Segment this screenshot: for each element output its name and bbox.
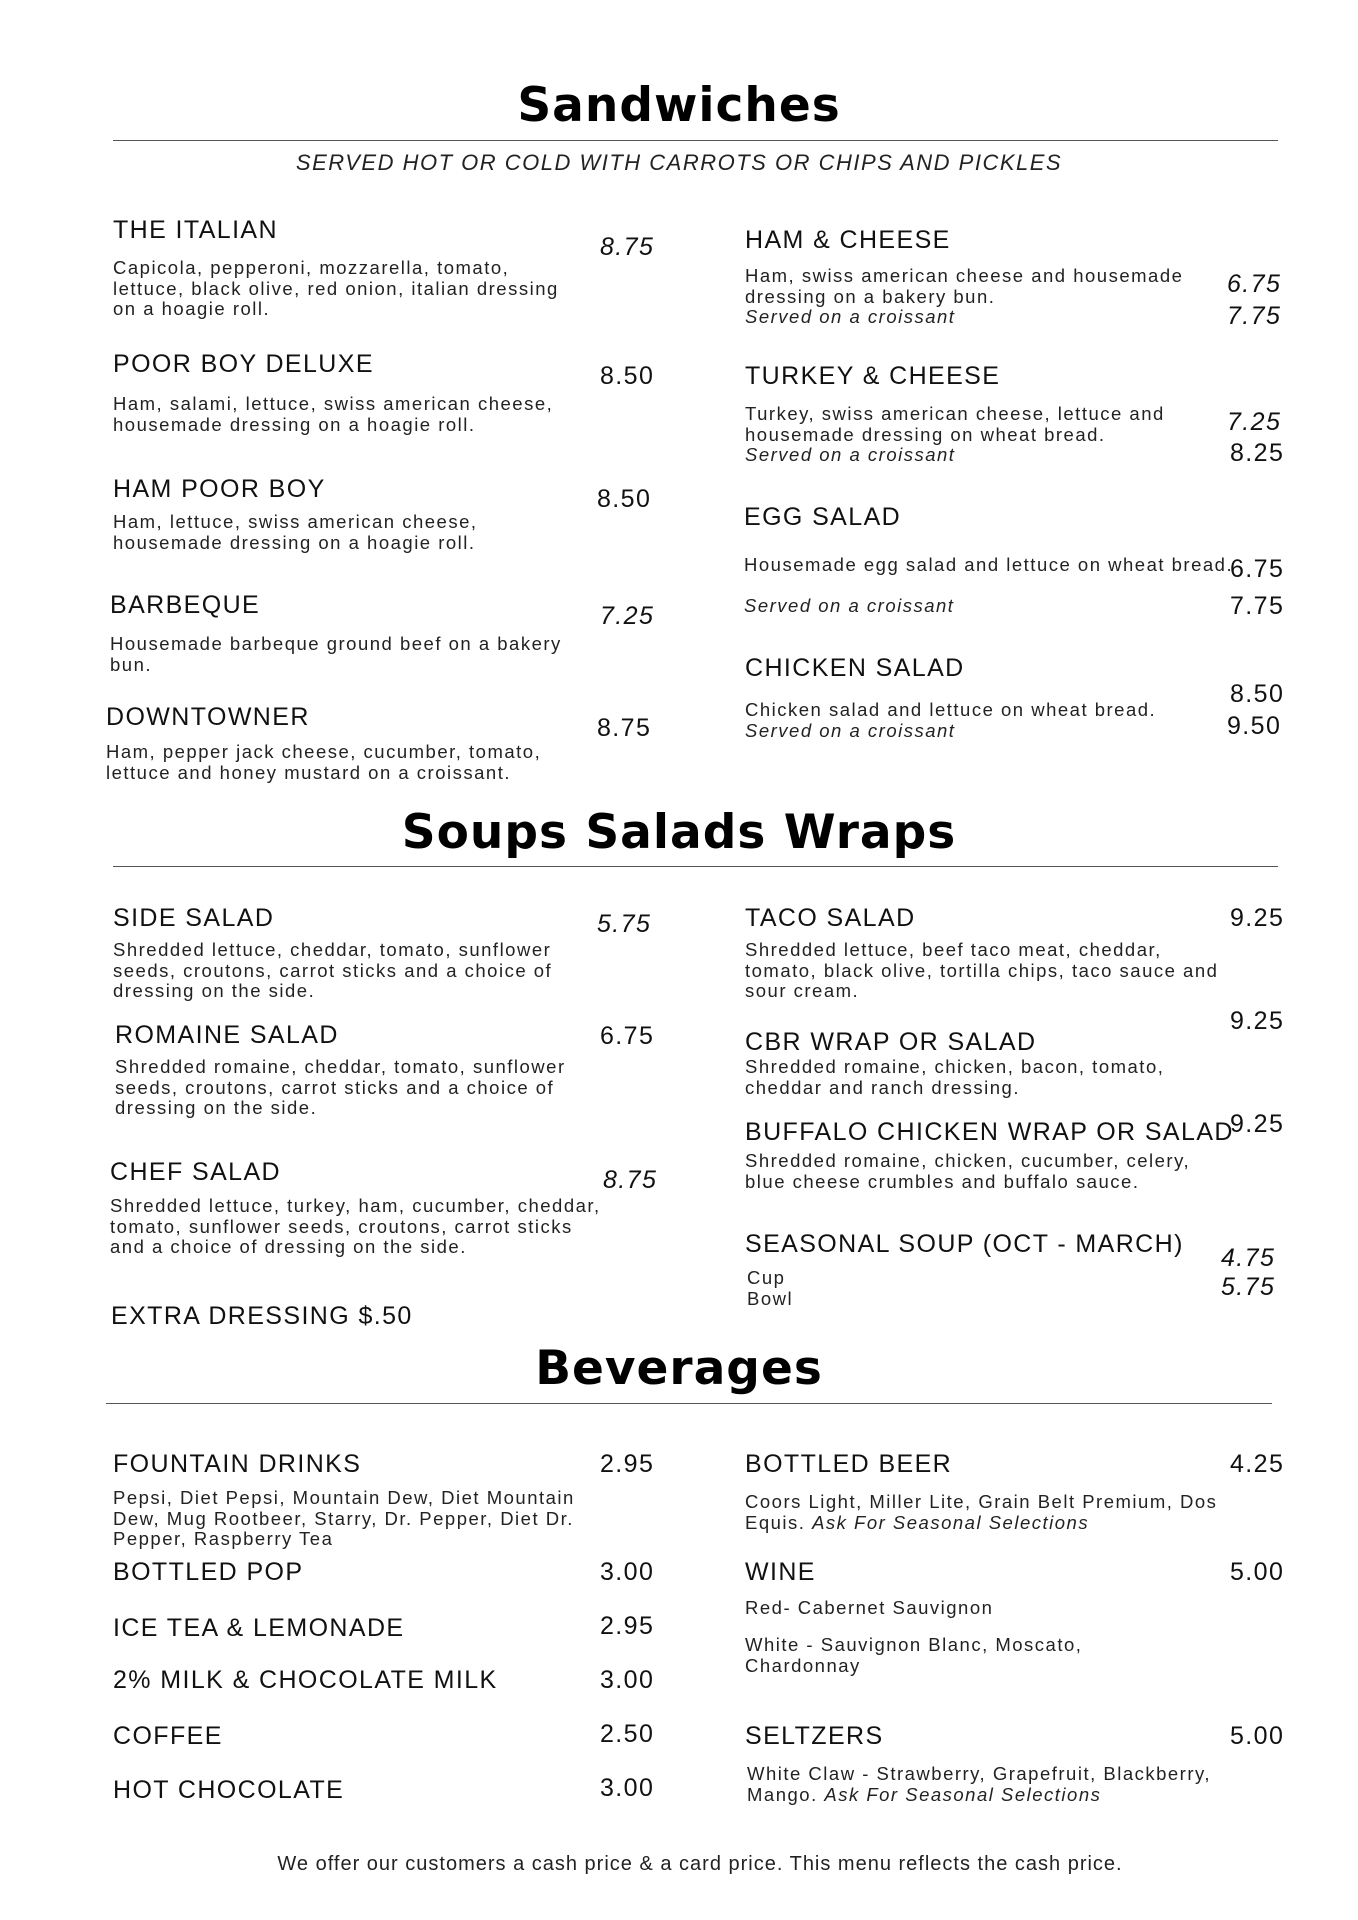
section-title-soups-salads-wraps: Soups Salads Wraps (401, 805, 957, 860)
menu-item-description: Ham, lettuce, swiss american cheese, housemade dressing on a hoagie roll. (113, 511, 478, 553)
menu-item-description: Shredded romaine, cheddar, tomato, sunflower seeds, croutons, carrot sticks and a choice of dressing on the side. (115, 1056, 566, 1118)
menu-item-note (744, 596, 1234, 617)
menu-item-description: Shredded romaine, chicken, bacon, tomato, cheddar and ranch dressing. (745, 1056, 1165, 1098)
menu-item-price: 3.00 (600, 1774, 655, 1802)
menu-item-price: 5.75 (597, 910, 652, 938)
soup-size-cup: Cup (747, 1267, 786, 1288)
menu-item-price: 3.00 (600, 1558, 655, 1586)
menu-item-price: 8.75 (600, 233, 655, 261)
croissant-note: Served on a croissant (744, 595, 955, 616)
menu-item-name: ROMAINE SALAD (115, 1021, 339, 1049)
menu-item-name: HAM & CHEESE (745, 226, 951, 254)
menu-item-price-croissant: 8.25 (1230, 439, 1285, 467)
seasonal-note: Ask For Seasonal Selections (812, 1511, 1090, 1533)
soup-bowl-price: 5.75 (1221, 1273, 1276, 1301)
menu-item-price: 8.50 (1230, 680, 1285, 708)
menu-item-price: 8.50 (600, 362, 655, 390)
menu-item-description (745, 1492, 1245, 1533)
menu-item-name: CHEF SALAD (110, 1158, 281, 1186)
menu-item-description: Chicken salad and lettuce on wheat bread. (745, 699, 1157, 720)
menu-item-price: 6.75 (1227, 270, 1282, 298)
menu-item-price-croissant: 7.75 (1230, 592, 1285, 620)
menu-item-price: 2.95 (600, 1450, 655, 1478)
menu-item-description: Shredded lettuce, beef taco meat, cheddar, tomato, black olive, tortilla chips, taco sauce and sour cream. (745, 939, 1219, 1001)
extra-dressing: EXTRA DRESSING $.50 (111, 1302, 413, 1330)
croissant-note: Served on a croissant (745, 306, 956, 327)
menu-item-name: DOWNTOWNER (106, 703, 310, 731)
menu-item-note (745, 445, 1235, 466)
soup-size-bowl: Bowl (747, 1288, 794, 1309)
menu-item-description: Housemade barbeque ground beef on a bakery bun. (110, 633, 562, 675)
divider (113, 140, 1278, 141)
menu-item-price: 6.75 (1230, 555, 1285, 583)
menu-item-price: 7.25 (600, 602, 655, 630)
menu-item-name: THE ITALIAN (113, 216, 278, 244)
croissant-note: Served on a croissant (745, 720, 956, 741)
menu-item-note (745, 307, 1235, 328)
beer-list: Coors Light, Miller Lite, Grain Belt Premium, Dos Equis. (745, 1491, 1218, 1533)
wine-red: Red- Cabernet Sauvignon (745, 1597, 994, 1618)
menu-item-name: SELTZERS (745, 1722, 884, 1750)
divider (106, 1403, 1272, 1404)
menu-item-name: POOR BOY DELUXE (113, 350, 374, 378)
menu-item-price: 5.00 (1230, 1722, 1285, 1750)
menu-item-price: 9.25 (1230, 1007, 1285, 1035)
menu-item-price: 9.25 (1230, 904, 1285, 932)
menu-item-name: CHICKEN SALAD (745, 654, 965, 682)
menu-item-price: 9.25 (1230, 1110, 1285, 1138)
menu-item-description: Ham, pepper jack cheese, cucumber, tomato, lettuce and honey mustard on a croissant. (106, 741, 542, 783)
menu-item-description: Shredded lettuce, cheddar, tomato, sunflower seeds, croutons, carrot sticks and a choice of dressing on the side. (113, 939, 553, 1001)
menu-item-name: BARBEQUE (110, 591, 261, 619)
menu-item-name: 2% MILK & CHOCOLATE MILK (113, 1666, 498, 1694)
footer-cash-price-note: We offer our customers a cash price & a card price. This menu reflects the cash price. (277, 1853, 1123, 1875)
menu-item-name: FOUNTAIN DRINKS (113, 1450, 362, 1478)
menu-item-description: Shredded lettuce, turkey, ham, cucumber, cheddar, tomato, sunflower seeds, croutons, carrot sticks and a choice of dressing on the side. (110, 1195, 601, 1257)
section-title-sandwiches: Sandwiches (517, 78, 841, 133)
menu-item-description: Ham, swiss american cheese and housemade dressing on a bakery bun. (745, 265, 1184, 307)
menu-item-name: SIDE SALAD (113, 904, 275, 932)
menu-item-price: 8.75 (597, 714, 652, 742)
menu-item-price: 8.75 (603, 1166, 658, 1194)
menu-item-name: BUFFALO CHICKEN WRAP OR SALAD (745, 1118, 1234, 1146)
menu-item-name: TURKEY & CHEESE (745, 362, 1001, 390)
menu-item-note (745, 721, 1235, 742)
seltzer-list: White Claw - Strawberry, Grapefruit, Blackberry, Mango. (747, 1763, 1212, 1805)
menu-item-description: Pepsi, Diet Pepsi, Mountain Dew, Diet Mountain Dew, Mug Rootbeer, Starry, Dr. Pepper, Diet Dr. Pepper, Raspberry Tea (113, 1487, 575, 1549)
menu-item-name: SEASONAL SOUP (OCT - MARCH) (745, 1230, 1184, 1258)
menu-item-name: BOTTLED BEER (745, 1450, 953, 1478)
soup-cup-price: 4.75 (1221, 1244, 1276, 1272)
menu-item-price: 4.25 (1230, 1450, 1285, 1478)
menu-item-description: Capicola, pepperoni, mozzarella, tomato, lettuce, black olive, red onion, italian dressing on a hoagie roll. (113, 257, 559, 319)
menu-item-price: 6.75 (600, 1022, 655, 1050)
menu-item-price-croissant: 7.75 (1227, 302, 1282, 330)
menu-item-description (747, 1764, 1267, 1805)
menu-item-price-croissant: 9.50 (1227, 712, 1282, 740)
menu-item-name: HAM POOR BOY (113, 475, 326, 503)
croissant-note: Served on a croissant (745, 444, 956, 465)
menu-item-name: CBR WRAP OR SALAD (745, 1028, 1037, 1056)
section-subtitle: SERVED HOT OR COLD WITH CARROTS OR CHIPS AND PICKLES (295, 150, 1063, 175)
menu-item-price: 5.00 (1230, 1558, 1285, 1586)
menu-item-price: 3.00 (600, 1666, 655, 1694)
seasonal-note: Ask For Seasonal Selections (824, 1783, 1102, 1805)
menu-item-name: BOTTLED POP (113, 1558, 304, 1586)
menu-item-name: HOT CHOCOLATE (113, 1776, 345, 1804)
menu-item-description: Housemade egg salad and lettuce on wheat bread. (744, 554, 1234, 575)
menu-item-description: Shredded romaine, chicken, cucumber, celery, blue cheese crumbles and buffalo sauce. (745, 1150, 1191, 1192)
menu-item-name: EGG SALAD (744, 503, 902, 531)
section-title-beverages: Beverages (535, 1341, 823, 1396)
menu-item-name: TACO SALAD (745, 904, 916, 932)
menu-item-description: Ham, salami, lettuce, swiss american cheese, housemade dressing on a hoagie roll. (113, 393, 554, 435)
menu-item-price: 7.25 (1227, 408, 1282, 436)
menu-item-price: 2.95 (600, 1612, 655, 1640)
menu-item-price: 8.50 (597, 485, 652, 513)
divider (113, 866, 1278, 867)
menu-item-price: 2.50 (600, 1720, 655, 1748)
menu-item-name: COFFEE (113, 1722, 223, 1750)
menu-item-description: Turkey, swiss american cheese, lettuce and housemade dressing on wheat bread. (745, 403, 1165, 445)
menu-item-name: ICE TEA & LEMONADE (113, 1614, 405, 1642)
wine-white: White - Sauvignon Blanc, Moscato, Chardonnay (745, 1634, 1083, 1676)
menu-item-name: WINE (745, 1558, 816, 1586)
